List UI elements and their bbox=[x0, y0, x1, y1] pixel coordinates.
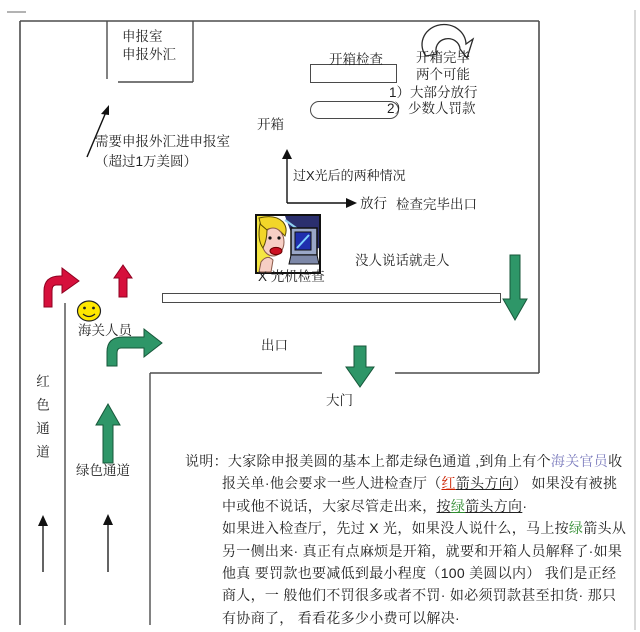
red-up-arrow-icon bbox=[114, 265, 132, 297]
open-box-check-label: 开箱检查 bbox=[329, 52, 383, 67]
explanation-caption bbox=[185, 450, 629, 629]
green-up-arrow-icon bbox=[96, 404, 120, 463]
outcome-2-label: 2）少数人罚款 bbox=[387, 101, 476, 116]
need-declare-label-line1: 需要申报外汇进申报室 bbox=[95, 134, 230, 149]
red-channel-up-arrow bbox=[38, 515, 48, 572]
inspection-table-2 bbox=[310, 101, 399, 119]
after-xray-label: 过X光后的两种情况 bbox=[293, 168, 406, 183]
two-possible-label: 两个可能 bbox=[416, 67, 470, 82]
open-box-label: 开箱 bbox=[257, 117, 284, 132]
xray-clipart bbox=[255, 214, 321, 274]
declare-room-label-line2: 申报外汇 bbox=[122, 47, 176, 62]
outcome-1-label: 1）大部分放行 bbox=[389, 85, 478, 100]
exit-label: 出口 bbox=[261, 338, 288, 353]
no-talk-walk-label: 没人说话就走人 bbox=[355, 253, 450, 268]
smiley-face-icon bbox=[78, 301, 101, 321]
declare-room-label-line1: 申报室 bbox=[122, 29, 163, 44]
red-curved-arrow-icon bbox=[44, 268, 79, 307]
green-channel-queue-up-arrow bbox=[103, 514, 113, 572]
green-down-arrow-right-icon bbox=[503, 255, 527, 320]
gate-label: 大门 bbox=[326, 393, 353, 408]
customs-officer-label: 海关人员 bbox=[78, 323, 132, 338]
caption-paragraph-1: 说明：大家除申报美圆的基本上都走绿色通道 ,到角上有个海关官员收报关单·他会要求一些人进检查厅（红箭头方向） 如果没有被挑中或他不说话，大家尽管走出来，按绿箭头方向· bbox=[185, 453, 623, 514]
green-down-arrow-gate-icon bbox=[346, 346, 374, 387]
red-channel-label: 红色通道 bbox=[34, 374, 49, 468]
release-label: 放行 bbox=[360, 196, 387, 211]
need-declare-label-line2: （超过1万美圆） bbox=[95, 154, 198, 169]
caption-paragraph-2: 如果进入检查厅，先过 X 光，如果没人说什么，马上按绿箭头从另一侧出来· 真正有点麻烦是开箱，就要和开箱人员解释了·如果他真 要罚款也要减低到最小程度（100 美圆以内） 我们是正经商人，一 般他们不罚很多或者不罚· 如必须罚款甚至扣货· 那只有协商了， 看看花多少小费可以解决· bbox=[222, 520, 627, 626]
xray-conveyor bbox=[162, 293, 501, 303]
green-channel-label: 绿色通道 bbox=[76, 463, 130, 478]
open-box-done-label: 开箱完毕 bbox=[416, 50, 470, 65]
xray-machine-label: X 光机检查 bbox=[258, 269, 325, 284]
check-done-exit-label: 检查完毕出口 bbox=[396, 197, 477, 212]
